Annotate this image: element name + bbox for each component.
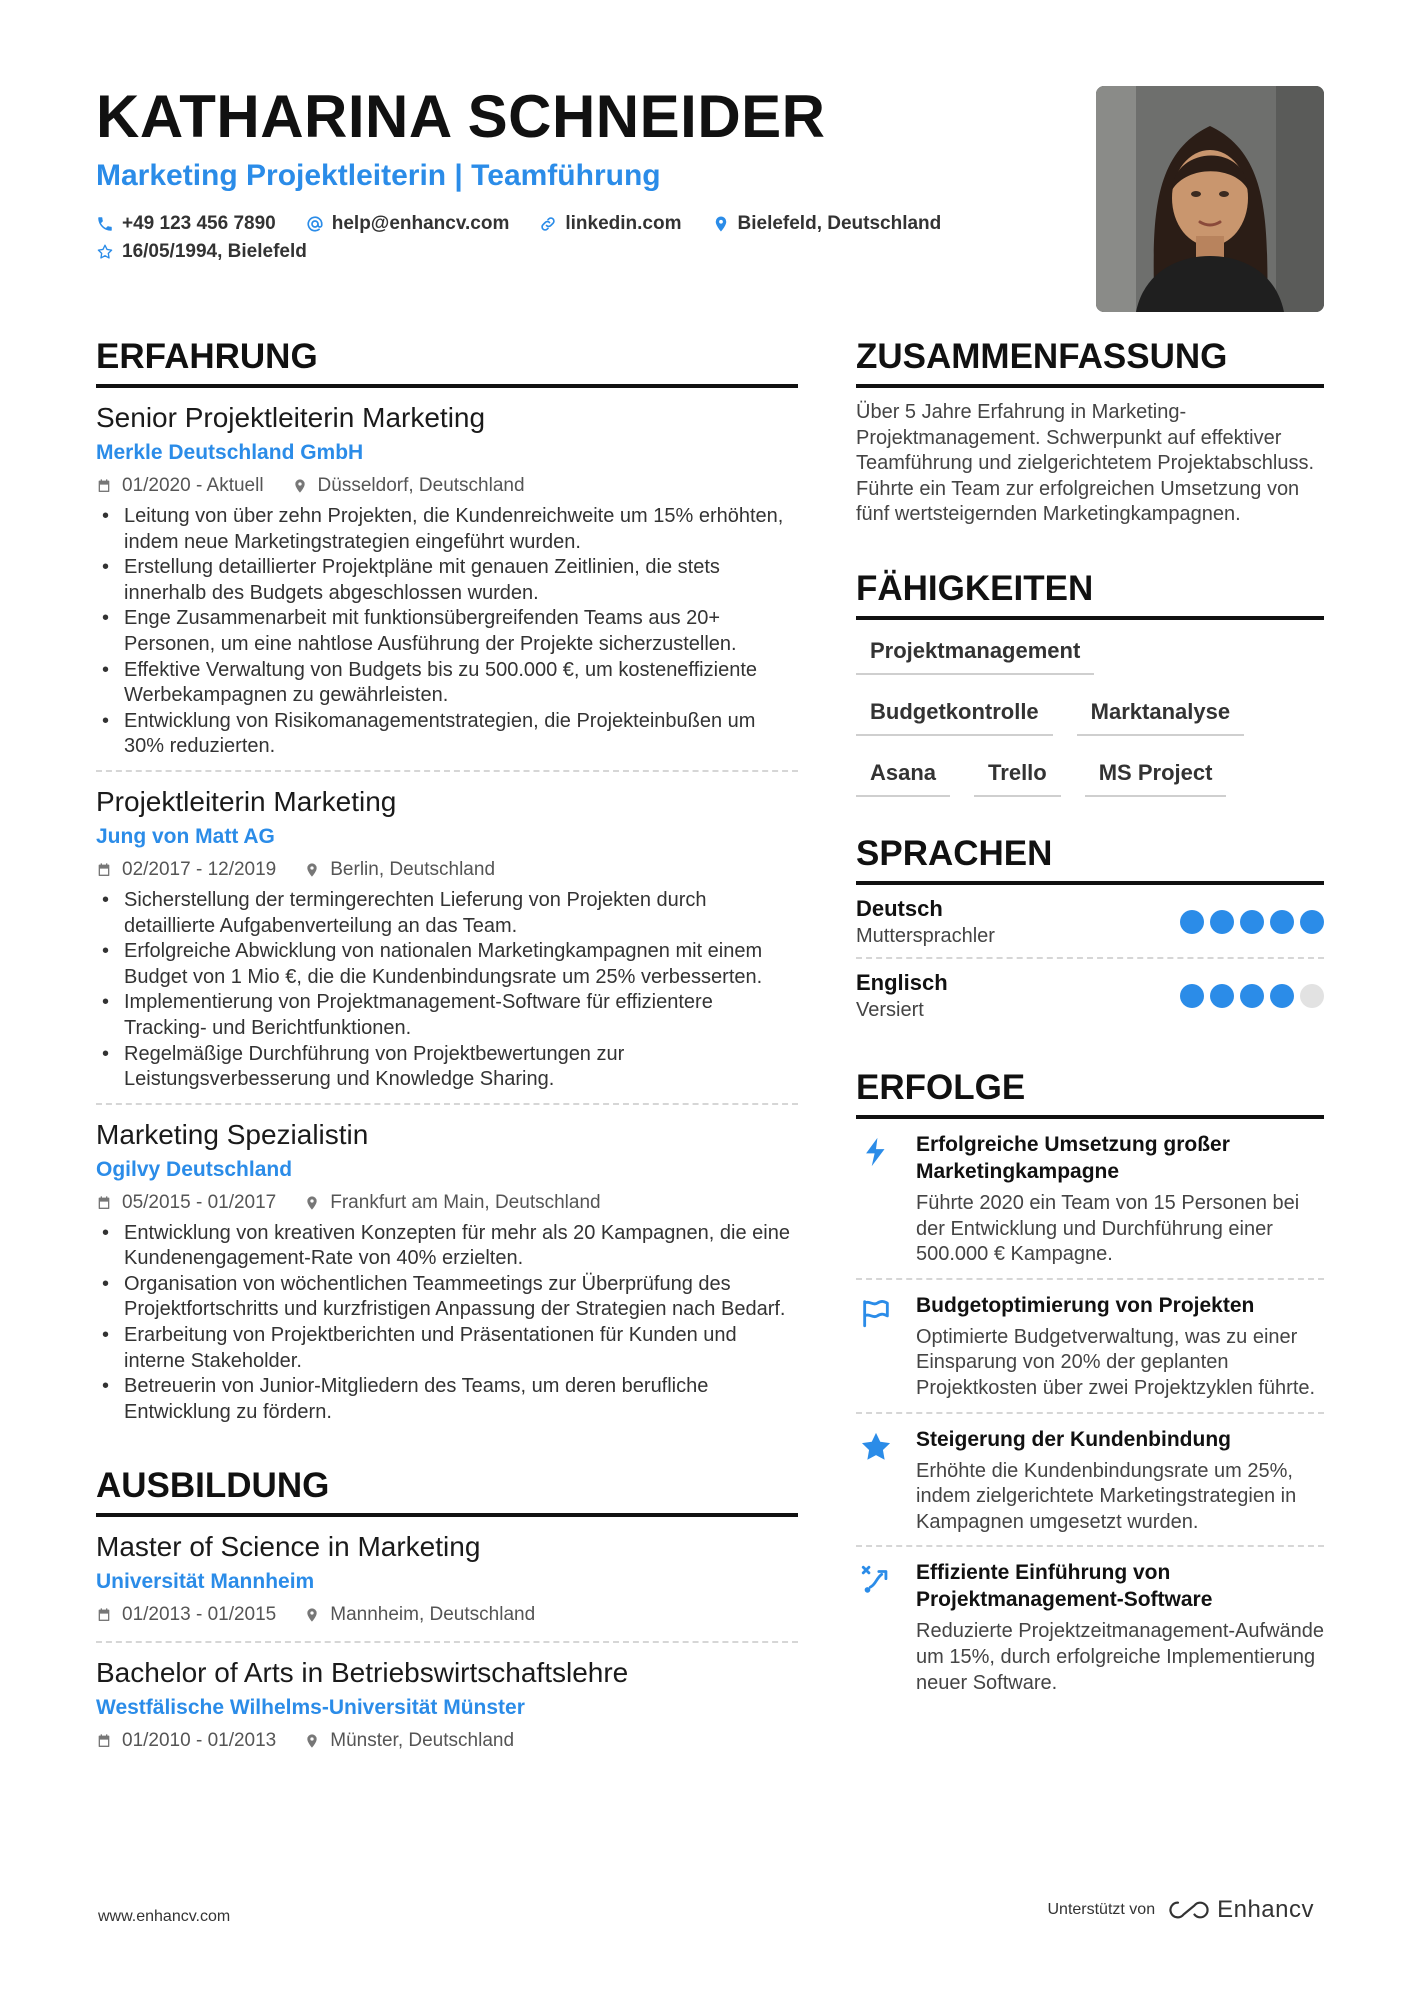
location-pin-icon <box>304 1195 320 1211</box>
job-title: Projektleiterin Marketing <box>96 785 397 817</box>
rating-dot-filled <box>1270 910 1294 934</box>
email-text: help@enhancv.com <box>331 213 510 234</box>
job-entry <box>96 770 798 1093</box>
language-rating <box>1180 910 1324 934</box>
education-location <box>304 1727 514 1755</box>
achievements-section <box>856 1067 1324 1706</box>
language-level: Versiert <box>856 998 924 1021</box>
location-pin-icon <box>304 1733 320 1749</box>
footer-branding <box>1047 1896 1314 1924</box>
at-icon <box>306 215 324 233</box>
skills-list <box>856 632 1306 797</box>
job-location-text: Frankfurt am Main, Deutschland <box>330 1191 601 1213</box>
contact-row <box>96 210 1056 238</box>
achievement-desc: Optimierte Budgetverwaltung, was zu einer Einsparung von 20% der geplanten Projektkosten über zwei Projektzyklen führte. <box>916 1325 1316 1399</box>
job-dates <box>96 856 276 884</box>
skill-tag: Asana <box>856 754 950 797</box>
bolt-icon <box>856 1131 896 1268</box>
bullet-item: • Erstellung detaillierter Projektpläne mit genauen Zeitlinien, die stets innerhalb des Budgets abgeschlossen wurden. <box>96 555 798 606</box>
job-meta <box>96 1189 798 1217</box>
skill-tag: MS Project <box>1085 754 1227 797</box>
contact-phone[interactable] <box>96 210 276 238</box>
education-entry <box>96 1517 798 1629</box>
skill-tag: Marktanalyse <box>1077 693 1244 736</box>
rating-dot-filled <box>1180 910 1204 934</box>
bullet-item: • Erarbeitung von Projektberichten und Präsentationen für Kunden und interne Stakeholder. <box>96 1323 798 1374</box>
job-bullets <box>96 504 798 760</box>
rating-dot-filled <box>1180 984 1204 1008</box>
achievement-entry <box>856 1412 1324 1546</box>
contact-email[interactable] <box>306 210 510 238</box>
language-name: Englisch <box>856 969 948 995</box>
calendar-icon <box>96 1195 112 1211</box>
candidate-tagline: Marketing Projektleiterin | Teamführung <box>96 159 661 192</box>
job-dates <box>96 472 264 500</box>
profile-photo-illustration <box>1096 86 1324 312</box>
bullet-item: • Implementierung von Projektmanagement-Software für effizientere Tracking- und Berichtfunktionen. <box>96 990 798 1041</box>
job-location-text: Düsseldorf, Deutschland <box>317 475 525 496</box>
left-column <box>96 336 798 1755</box>
location-pin-icon <box>304 862 320 878</box>
bullet-item: • Leitung von über zehn Projekten, die Kundenreichweite um 15% erhöhten, indem neue Marketingstrategien eingeführt wurden. <box>96 504 798 555</box>
achievement-desc: Erhöhte die Kundenbindungsrate um 25%, indem zielgerichtete Marketingstrategien in Kampagnen umgesetzt wurden. <box>916 1459 1297 1533</box>
header <box>96 84 1056 266</box>
education-entry <box>96 1641 798 1755</box>
achievement-title: Steigerung der Kundenbindung <box>916 1427 1231 1451</box>
phone-icon <box>96 215 114 233</box>
brand-logo[interactable] <box>1167 1896 1314 1924</box>
job-location <box>304 856 495 884</box>
phone-text: +49 123 456 7890 <box>122 213 276 234</box>
education-meta <box>96 1727 798 1755</box>
candidate-name: KATHARINA SCHNEIDER <box>96 83 826 150</box>
education-dates <box>96 1727 276 1755</box>
rating-dot-filled <box>1240 910 1264 934</box>
footer-website[interactable]: www.enhancv.com <box>98 1908 231 1925</box>
achievement-entry <box>856 1545 1324 1706</box>
strategy-icon <box>856 1559 896 1696</box>
job-meta <box>96 472 798 500</box>
job-dates <box>96 1189 276 1217</box>
flag-icon <box>856 1292 896 1402</box>
education-dates-text: 01/2013 - 01/2015 <box>122 1604 277 1626</box>
bullet-item: • Regelmäßige Durchführung von Projektbewertungen zur Leistungsverbesserung und Knowledge Sharing. <box>96 1042 798 1093</box>
job-location <box>304 1189 600 1217</box>
job-meta <box>96 856 798 884</box>
contact-row-2 <box>96 238 1056 266</box>
achievement-desc: Reduzierte Projektzeitmanagement-Aufwände um 15%, durch erfolgreiche Implementierung neuer Software. <box>916 1620 1324 1694</box>
education-dates <box>96 1601 276 1629</box>
achievement-title: Budgetoptimierung von Projekten <box>916 1293 1255 1317</box>
bullet-item: • Entwicklung von Risikomanagementstrategien, die Projekteinbußen um 30% reduzierten. <box>96 709 798 760</box>
job-title: Senior Projektleiterin Marketing <box>96 402 486 433</box>
rating-dot-filled <box>1240 984 1264 1008</box>
skill-tag: Budgetkontrolle <box>856 693 1053 736</box>
company-name: Merkle Deutschland GmbH <box>96 441 364 464</box>
degree-title: Master of Science in Marketing <box>96 1531 481 1563</box>
profile-photo <box>1096 86 1324 312</box>
job-entry <box>96 1103 798 1426</box>
contact-location <box>712 210 942 238</box>
rating-dot-filled <box>1270 984 1294 1008</box>
achievement-entry <box>856 1119 1324 1278</box>
education-meta <box>96 1601 798 1629</box>
star-icon <box>856 1426 896 1536</box>
job-location <box>292 472 525 500</box>
language-name: Deutsch <box>856 895 943 921</box>
calendar-icon <box>96 1733 112 1749</box>
skill-tag: Trello <box>974 754 1061 797</box>
education-location-text: Münster, Deutschland <box>330 1730 515 1752</box>
bullet-item: • Organisation von wöchentlichen Teammeetings zur Überprüfung des Projektfortschritts und kurzfristigen Anpassung der Strategien nach Bedarf. <box>96 1272 798 1323</box>
calendar-icon <box>96 862 112 878</box>
calendar-icon <box>96 478 112 494</box>
job-entry <box>96 388 798 760</box>
languages-heading: SPRACHEN <box>856 833 1324 885</box>
contact-linkedin[interactable] <box>539 210 681 238</box>
job-title: Marketing Spezialistin <box>96 1118 369 1150</box>
school-name: Westfälische Wilhelms-Universität Münster <box>96 1696 525 1720</box>
bullet-item: • Erfolgreiche Abwicklung von nationalen Marketingkampagnen mit einem Budget von 1 Mio €, die die Kundenbindungsrate um 25% verbesserten. <box>96 939 798 990</box>
company-name: Jung von Matt AG <box>96 824 275 848</box>
summary-text: Über 5 Jahre Erfahrung in Marketing-Projektmanagement. Schwerpunkt auf effektiver Teamführung und zielgerichtetem Projektabschluss. Führte ein Team zur erfolgreichen Umsetzung von fünf wertsteigernden Marketingkampagnen. <box>856 401 1315 526</box>
education-section <box>96 1465 798 1755</box>
rating-dot-filled <box>1210 910 1234 934</box>
job-dates-text: 02/2017 - 12/2019 <box>122 858 277 880</box>
link-icon <box>539 215 557 233</box>
job-dates-text: 05/2015 - 01/2017 <box>122 1191 277 1213</box>
education-location <box>304 1601 535 1629</box>
degree-title: Bachelor of Arts in Betriebswirtschaftslehre <box>96 1657 629 1689</box>
job-location-text: Berlin, Deutschland <box>330 858 496 880</box>
skills-heading: FÄHIGKEITEN <box>856 568 1324 620</box>
job-bullets <box>96 1221 798 1426</box>
achievement-title: Erfolgreiche Umsetzung großer Marketingkampagne <box>916 1132 1230 1183</box>
rating-dot-filled <box>1300 910 1324 934</box>
infinity-logo-icon <box>1167 1899 1211 1921</box>
location-pin-icon <box>292 478 308 494</box>
bullet-item: • Effektive Verwaltung von Budgets bis zu 500.000 €, um kosteneffiziente Werbekampagnen zu gewährleisten. <box>96 658 798 709</box>
brand-name: Enhancv <box>1217 1896 1314 1923</box>
school-name: Universität Mannheim <box>96 1570 315 1594</box>
language-level: Muttersprachler <box>856 924 995 947</box>
bullet-item: • Betreuerin von Junior-Mitgliedern des Teams, um deren berufliche Entwicklung zu fördern. <box>96 1374 798 1425</box>
powered-by-text: Unterstützt von <box>1047 1901 1156 1918</box>
skill-tag: Projektmanagement <box>856 632 1094 675</box>
rating-dot-filled <box>1210 984 1234 1008</box>
location-pin-icon <box>304 1607 320 1623</box>
rating-dot-empty <box>1300 984 1324 1008</box>
education-dates-text: 01/2010 - 01/2013 <box>122 1730 277 1752</box>
education-heading: AUSBILDUNG <box>96 1465 798 1517</box>
birth-text: 16/05/1994, Bielefeld <box>122 241 307 262</box>
language-entry <box>856 885 1324 957</box>
bullet-item: • Enge Zusammenarbeit mit funktionsübergreifenden Teams aus 20+ Personen, um eine nahtlose Ausführung der Projekte sicherzustellen. <box>96 606 798 657</box>
calendar-icon <box>96 1607 112 1623</box>
star-outline-icon <box>96 243 114 261</box>
language-entry <box>856 957 1324 1031</box>
achievements-heading: ERFOLGE <box>856 1067 1324 1119</box>
location-text: Bielefeld, Deutschland <box>737 213 942 234</box>
bullet-item: • Entwicklung von kreativen Konzepten für mehr als 20 Kampagnen, die eine Kundenengagement-Rate von 40% erzielten. <box>96 1221 798 1272</box>
bullet-item: • Sicherstellung der termingerechten Lieferung von Projekten durch detaillierte Aufgabenverteilung an das Team. <box>96 888 798 939</box>
job-dates-text: 01/2020 - Aktuell <box>122 475 264 496</box>
company-name: Ogilvy Deutschland <box>96 1157 293 1181</box>
contact-birth <box>96 238 307 266</box>
languages-section <box>856 833 1324 1031</box>
education-location-text: Mannheim, Deutschland <box>330 1604 536 1626</box>
achievement-entry <box>856 1278 1324 1412</box>
job-bullets <box>96 888 798 1093</box>
achievement-desc: Führte 2020 ein Team von 15 Personen bei der Entwicklung und Durchführung einer 500.000 € Kampagne. <box>916 1191 1300 1266</box>
language-rating <box>1180 984 1324 1008</box>
location-pin-icon <box>712 215 730 233</box>
right-column <box>856 336 1324 1706</box>
achievement-title: Effiziente Einführung von Projektmanagement-Software <box>916 1561 1213 1612</box>
experience-heading: ERFAHRUNG <box>96 336 798 388</box>
linkedin-text: linkedin.com <box>565 213 682 234</box>
summary-heading: ZUSAMMENFASSUNG <box>856 336 1324 388</box>
skills-section <box>856 568 1324 797</box>
